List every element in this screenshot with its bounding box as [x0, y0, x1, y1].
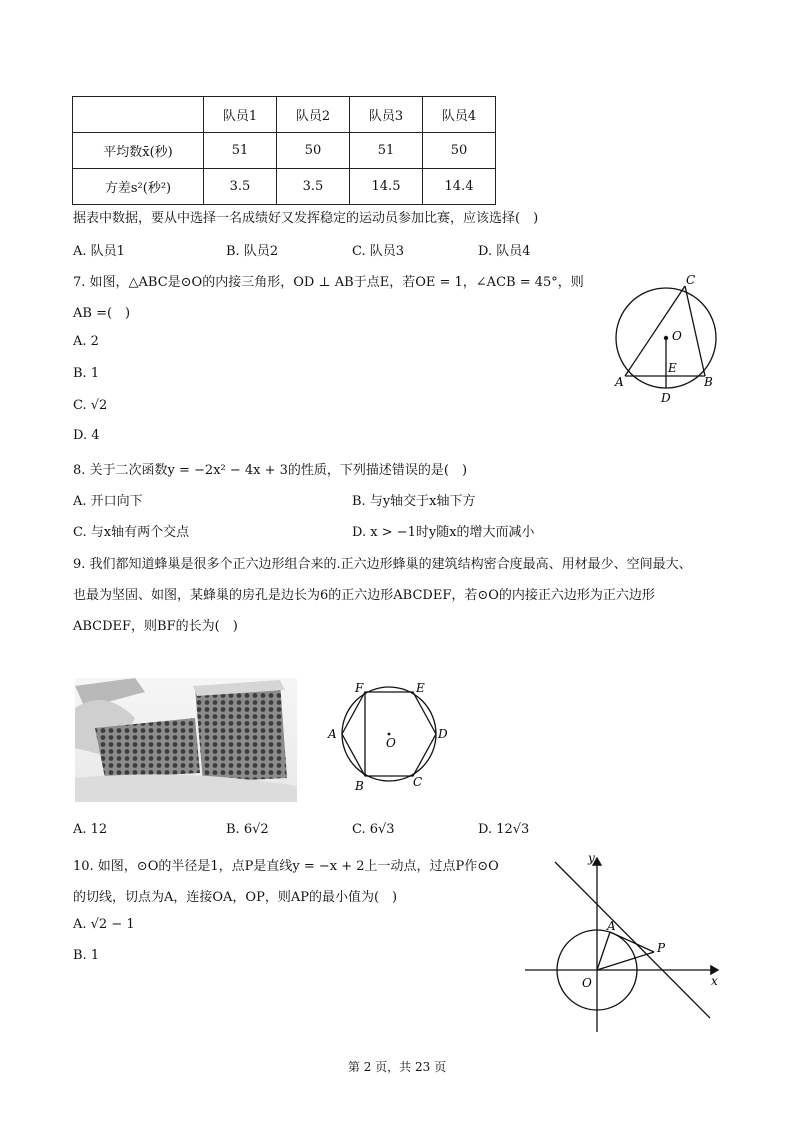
table-header-cell: 队员3: [350, 97, 423, 133]
q10-coordinate-figure: [520, 850, 730, 1040]
q6-option-b: B. 队员2: [226, 244, 279, 259]
row-label: 方差s²(秒²): [73, 169, 204, 205]
q10-option-b: B. 1: [73, 948, 100, 963]
label-f: F: [355, 681, 364, 695]
segment-bc: [685, 286, 705, 376]
center-point: [664, 336, 668, 340]
table-cell: 3.5: [204, 169, 277, 205]
label-d: D: [438, 727, 448, 741]
label-c: C: [413, 775, 423, 789]
q6-option-c: C. 队员3: [352, 244, 405, 259]
label-o: O: [386, 736, 396, 750]
label-y: y: [588, 851, 595, 865]
table-header-row: [73, 97, 496, 133]
honeycomb-photo: [75, 678, 297, 802]
table-header-cell: 队员2: [277, 97, 350, 133]
table-cell: 14.5: [350, 169, 423, 205]
table-row: [73, 169, 496, 205]
center-point: [388, 733, 391, 736]
q9-text-line1: 9. 我们都知道蜂巢是很多个正六边形组合来的.正六边形蜂巢的建筑结构密合度最高、用材最少、空间最大、: [73, 557, 692, 572]
table-row: [73, 133, 496, 169]
label-x: x: [711, 974, 718, 988]
q7-text-line1: 7. 如图，△ABC是⊙O的内接三角形，OD ⊥ AB于点E，若OE = 1，∠ACB = 45°，则: [73, 275, 584, 290]
table-cell: 14.4: [423, 169, 496, 205]
segment-op: [597, 952, 654, 970]
q9-text-line2: 也最为坚固、如图，某蜂巢的房孔是边长为6的正六边形ABCDEF，若⊙O的内接正六边形为正六边形: [73, 588, 655, 603]
row-label: 平均数x̄(秒): [73, 133, 204, 169]
q8-option-d: D. x > −1时y随x的增大而减小: [352, 525, 535, 540]
q9-option-c: C. 6√3: [352, 822, 395, 837]
label-e: E: [416, 681, 425, 695]
q8-option-a: A. 开口向下: [73, 494, 143, 509]
segment-oa: [597, 932, 610, 970]
q7-option-d: D. 4: [73, 428, 100, 443]
label-p: P: [657, 941, 666, 955]
q8-option-c: C. 与x轴有两个交点: [73, 525, 190, 540]
stats-table: [72, 96, 496, 205]
q7-option-b: B. 1: [73, 366, 100, 381]
label-o: O: [582, 976, 592, 990]
q9-hexagon-figure: [322, 676, 454, 798]
label-a: A: [615, 375, 624, 389]
label-b: B: [355, 779, 364, 793]
label-b: B: [704, 375, 713, 389]
q9-option-d: D. 12√3: [478, 822, 530, 837]
table-cell: 50: [277, 133, 350, 169]
table-cell: 50: [423, 133, 496, 169]
q9-option-a: A. 12: [73, 822, 108, 837]
q6-option-d: D. 队员4: [478, 244, 531, 259]
table-cell: 3.5: [277, 169, 350, 205]
table-header-cell: 队员4: [423, 97, 496, 133]
label-a: A: [328, 727, 337, 741]
table-header-cell: 队员1: [204, 97, 277, 133]
segment-ap: [610, 932, 654, 952]
q10-text-line2: 的切线，切点为A，连接OA，OP，则AP的最小值为( ): [73, 890, 398, 905]
q8-text: 8. 关于二次函数y = −2x² − 4x + 3的性质，下列描述错误的是( ): [73, 463, 468, 478]
label-e: E: [668, 361, 677, 375]
line-y-neg-x-plus-2: [555, 862, 710, 1018]
q7-text-line2: AB =( ): [73, 306, 131, 321]
page-footer: 第 2 页，共 23 页: [347, 1060, 447, 1074]
label-a: A: [607, 919, 616, 933]
label-o: O: [672, 329, 682, 343]
label-c: C: [686, 273, 696, 287]
q9-option-b: B. 6√2: [226, 822, 269, 837]
q7-option-a: A. 2: [73, 334, 99, 349]
q8-option-b: B. 与y轴交于x轴下方: [352, 494, 476, 509]
table-cell: 51: [350, 133, 423, 169]
label-d: D: [661, 391, 671, 405]
q9-text-line3: ABCDEF，则BF的长为( ): [73, 619, 238, 634]
q7-option-c: C. √2: [73, 398, 108, 413]
q7-circle-figure: [605, 268, 730, 408]
q10-text-line1: 10. 如图，⊙O的半径是1，点P是直线y = −x + 2上一动点，过点P作⊙O: [73, 859, 499, 874]
table-cell: 51: [204, 133, 277, 169]
table-header-cell: [73, 97, 204, 133]
q10-option-a: A. √2 − 1: [73, 917, 135, 932]
q6-option-a: A. 队员1: [73, 244, 125, 259]
q6-text: 据表中数据，要从中选择一名成绩好又发挥稳定的运动员参加比赛，应该选择( ): [73, 211, 539, 226]
